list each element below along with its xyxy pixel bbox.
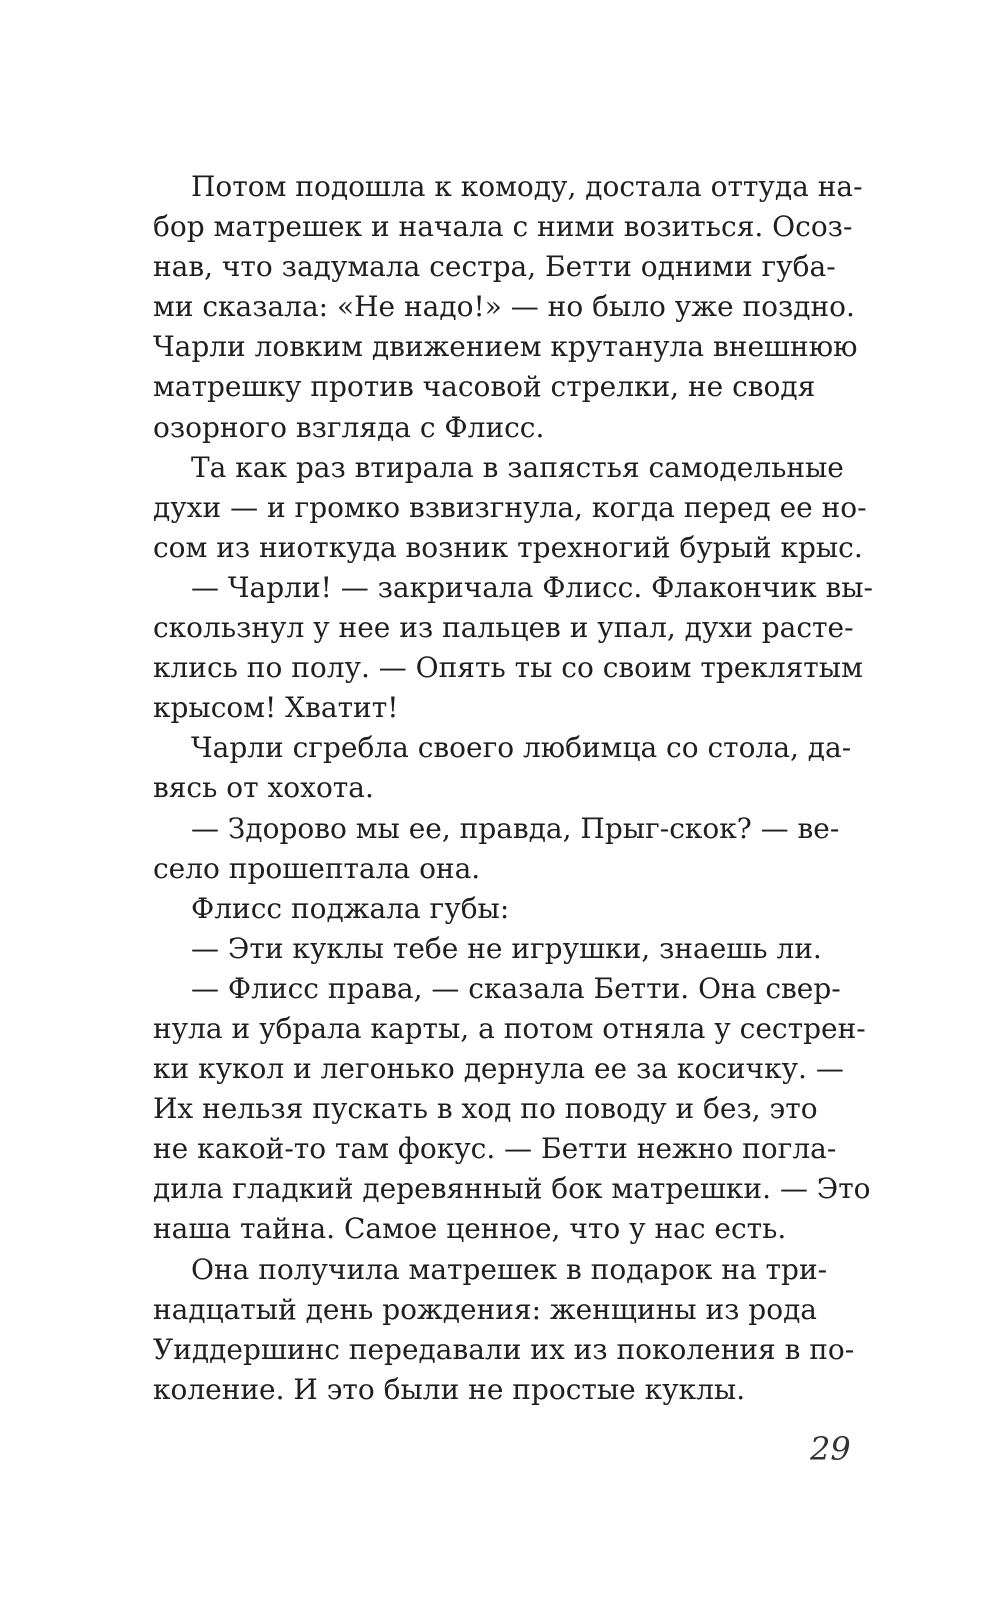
- text-line: — Здорово мы ее, правда, Прыг-скок? — ве-: [191, 811, 840, 845]
- text-line: вясь от хохота.: [153, 771, 374, 805]
- text-line: клись по полу. — Опять ты со своим треклятым: [153, 651, 863, 685]
- text-line: Их нельзя пускать в ход по поводу и без, это: [153, 1092, 818, 1126]
- text-line: — Флисс права, — сказала Бетти. Она свер-: [191, 971, 841, 1005]
- text-line: коление. И это были не простые куклы.: [153, 1372, 746, 1406]
- text-line: Та как раз втирала в запястья самодельные: [191, 450, 844, 484]
- text-line: матрешку против часовой стрелки, не сводя: [153, 370, 816, 404]
- text-line: Чарли сгребла своего любимца со стола, да-: [191, 731, 852, 765]
- text-line: скользнул у нее из пальцев и упал, духи расте-: [153, 611, 854, 645]
- text-line: наша тайна. Самое ценное, что у нас есть.: [153, 1212, 787, 1246]
- text-line: — Эти куклы тебе не игрушки, знаешь ли.: [191, 931, 822, 965]
- text-line: — Чарли! — закричала Флисс. Флакончик вы-: [191, 570, 873, 604]
- text-line: озорного взгляда с Флисс.: [153, 410, 545, 444]
- text-line: нула и убрала карты, а потом отняла у сестрен-: [153, 1011, 866, 1045]
- text-line: Она получила матрешек в подарок на три-: [191, 1252, 828, 1286]
- text-line: не какой-то там фокус. — Бетти нежно погла-: [153, 1132, 837, 1166]
- text-line: Потом подошла к комоду, достала оттуда на-: [191, 170, 863, 203]
- page-number: 29: [810, 1430, 851, 1468]
- text-line: крысом! Хватит!: [153, 691, 399, 725]
- text-line: бор матрешек и начала с ними возиться. Осоз-: [153, 210, 853, 244]
- body-text: [153, 167, 873, 1410]
- text-line: сом из ниоткуда возник трехногий бурый крыс.: [153, 530, 863, 564]
- text-line: надцатый день рождения: женщины из рода: [153, 1292, 818, 1326]
- text-line: Флисс поджала губы:: [191, 891, 510, 925]
- text-line: ми сказала: «Не надо!» — но было уже поздно.: [153, 290, 855, 324]
- text-line: ки кукол и легонько дернула ее за косичку. —: [153, 1052, 844, 1086]
- text-line: дила гладкий деревянный бок матрешки. — Это: [153, 1172, 871, 1206]
- text-line: Чарли ловким движением крутанула внешнюю: [153, 330, 858, 364]
- text-line: Уиддершинс передавали их из поколения в по-: [153, 1332, 855, 1366]
- text-line: село прошептала она.: [153, 851, 481, 885]
- text-line: духи — и громко взвизгнула, когда перед ее но-: [153, 490, 867, 524]
- text-line: нав, что задумала сестра, Бетти одними губа-: [153, 250, 836, 284]
